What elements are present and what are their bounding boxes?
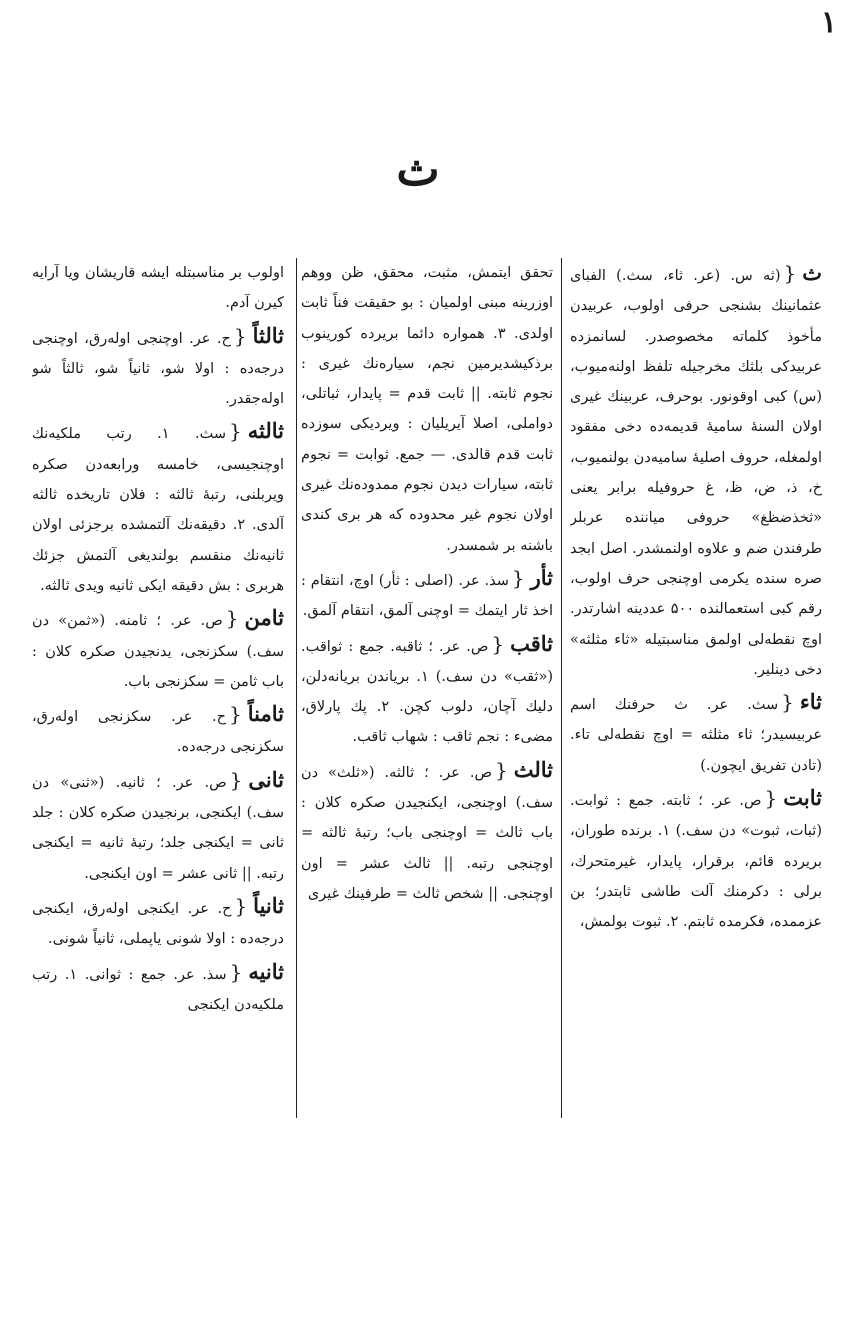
brace-icon: { [511,565,525,590]
brace-icon: { [781,690,794,715]
entry-headword: ثاء [799,689,822,715]
entry-headword: ثامناً [247,701,284,727]
entry-headword: ثانیاً [253,892,284,918]
dictionary-entry [301,563,553,627]
entry-definition: تحقق ایتمش، مثبت، محقق، ظن ووهم اوزرینه مبنی اولمیان : بو حقیقت فناً ثابت اولدی. ۳. همواره دائما بریرده کورینوب برذکیشدیرمین نجم، سیاره‌نك غیری : نجوم ثابته. || ثابت قدم = پایدار، ثباتلی، دواملی، اصلا آیریلیان : ویردیکی سوزده ثابت قدم قالدی. — جمع. ثوابت = نجوم ثابته، سیارات دیدن نجوم ممدوده‌نك غیری اولان نجوم غیر محدوده که هر بری کندی باشنه بر شمسدر. [301,265,553,554]
entry-definition: ص. عر. ؛ ثاقبه. جمع : ثواقب. («ثقب» دن سف.) ۱. بریاندن بریانه‌دلن، دلیك آچان، دلوب کچن. ۲. پك پارلاق، مضیء : نجم ثاقب : شهاب ثاقب. [301,638,553,746]
entry-headword: ثامن [244,605,284,631]
dictionary-entry [301,755,553,909]
dictionary-entry-continued [301,258,553,561]
entry-headword: ثانی [248,766,284,792]
dictionary-entry [32,321,284,415]
entry-definition: ح. عر. اوچنجی اوله‌رق، اوچنجی درجه‌ده : اولا شو، ثانیاً شو، ثالثاً شو اوله‌جقدر. [32,330,284,408]
brace-icon: { [225,606,239,631]
column-middle [301,258,553,1138]
entry-definition: سذ. عر. جمع : ثوانی. ۱. رتب ملکیه‌دن ایکنجی [32,966,284,1013]
entry-headword: ثالثه [247,418,284,444]
column-right [570,258,822,1138]
entry-definition: ص. عر. ؛ ثامنه. («ثمن» دن سف.) سکزنجی، یدنجیدن صکره کلان : باب ثامن = سکزنجی باب. [32,613,284,690]
entry-headword: ثاقب [510,630,553,656]
dictionary-entry [32,416,284,601]
dictionary-columns [32,258,822,1138]
dictionary-entry [32,891,284,955]
column-left [32,258,284,1138]
brace-icon: { [495,757,508,782]
dictionary-entry [570,258,822,685]
entry-definition: سث. عر. ث حرفنك اسم عربیسیدر؛ ثاء مثلثه = اوچ نقطه‌لی تاء. (تادن تفریق ایچون.) [570,697,822,774]
brace-icon: { [234,893,248,918]
dictionary-entry-continued [32,258,284,319]
entry-definition: ح. عر. سکزنجی اوله‌رق، سکزنجی درجه‌ده. [32,709,284,756]
brace-icon: { [764,786,778,811]
brace-icon: { [783,261,797,285]
entry-definition: سذ. عر. (اصلی : ثأر) اوچ، انتقام : اخذ ثار ایتمك = اوچنی آلمق، انتقام آلمق. [301,572,553,620]
entry-headword: ثالثاً [252,322,284,348]
brace-icon: { [229,767,243,792]
page-number: ۱ [820,5,837,40]
brace-icon: { [229,419,242,444]
brace-icon: { [229,702,242,727]
entry-headword: ثأر [530,564,553,590]
entry-headword: ثالث [513,756,553,782]
entry-definition: (ثه س. (عر. ثاء، سث.) الفبای عثمانینك بشنجی حرفی اولوب، عربیدن مأخوذ کلماته مخصوصدر. لسانمزده عربیدکی بلثك مخرجیله تلفظ اولنه‌میوب، (س) کبی اوقونور. بوحرف، عربینك غیری اولان السنهٔ سامیهٔ قدیمه‌ده دخی مفقود اولمغله، حروف اصلیهٔ سامیه‌دن بولنمیوب، خ، ذ، ض، ظ، غ حروفیله برابر یعنی «ثخذضظغ» حروفی میاننده عربلر طرفندن ضم و علاوه اولنمشدر. اصل ابجد صره سنده یکرمی اوچنجی حرف اولوب، رقم کبی استعمالنده ۵۰۰ عددینه اشارتدر. اوچ نقطه‌لی اولمق مناسبتیله «ثاء مثلثه» دخی دینلیر. [570,268,822,678]
dictionary-entry [570,783,822,937]
dictionary-entry [32,957,284,1021]
brace-icon: { [229,959,243,984]
entry-headword: ث [802,260,822,285]
entry-definition: ح. عر. ایکنجی اوله‌رق، ایکنجی درجه‌ده : اولا شونی یاپملی، ثانیاً شونی. [32,900,284,948]
brace-icon: { [491,631,505,656]
dictionary-entry [301,629,553,753]
dictionary-entry [32,699,284,763]
brace-icon: { [233,323,247,348]
dictionary-entry [570,687,822,781]
entry-definition: ص. عر. ؛ ثابته. جمع : ثوابت. (ثبات، ثبوت» دن سف.) ۱. برنده طوران، بریرده قائم، برقرار، پایدار، غیرمتحرك، برلی : دکرمنك آلت طاشی ثابتدر؛ بن عزممده، فکرمده ثابتم. ۲. ثبوت بولمش، [570,793,822,931]
dictionary-entry [32,765,284,889]
entry-definition: ص. عر. ؛ ثالثه. («ثلث» دن سف.) اوچنجی، ایکنجیدن صکره کلان : باب ثالث = اوچنجی باب؛ رتبهٔ ثالثه = اوچنجی رتبه. || ثالث عشر = اون اوچنجی. || شخص ثالث = طرفینك غیری [301,764,553,902]
entry-headword: ثابت [783,785,822,811]
section-header-letter: ث [396,142,440,196]
entry-definition: سث. ۱. رتب ملکیه‌نك اوچنجیسی، خامسه ورابعه‌دن صکره ویربلنی، رتبهٔ ثالثه : فلان تاریخده ثالثه آلدی. ۲. دقیقه‌نك آلتمشده برجزئی اولان ثانیه‌نك منقسم بولندیغی آلتمش جزئك هربری : بش دقیقه ایکی ثانیه ویدی ثالثه. [32,426,284,594]
dictionary-entry [32,603,284,697]
entry-headword: ثانیه [248,958,284,984]
entry-definition: ص. عر. ؛ ثانیه. («ثنی» دن سف.) ایکنجی، برنجیدن صکره کلان : جلد ثانی = ایکنجی جلد؛ رتبهٔ ثانیه = ایکنجی رتبه. || ثانی عشر = اون ایکنجی. [32,774,284,882]
entry-definition: اولوب بر مناسبتله ایشه قاریشان ویا آرایه کیرن آدم. [32,265,284,312]
